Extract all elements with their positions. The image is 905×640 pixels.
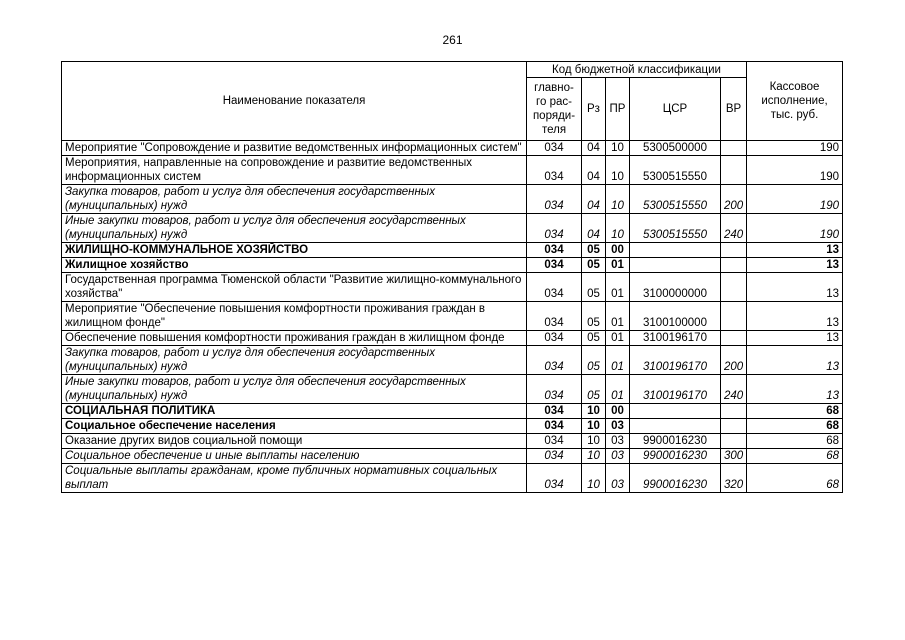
row-rz-code: 05 <box>582 331 606 346</box>
header-csr: ЦСР <box>630 78 721 141</box>
row-csr-code <box>630 404 721 419</box>
row-vr-code <box>721 273 747 302</box>
header-vr: ВР <box>721 78 747 141</box>
row-pr-code: 10 <box>606 156 630 185</box>
row-vr-code <box>721 404 747 419</box>
row-rz-code: 05 <box>582 375 606 404</box>
row-name: ЖИЛИЩНО-КОММУНАЛЬНОЕ ХОЗЯЙСТВО <box>62 243 527 258</box>
row-name: Социальные выплаты гражданам, кроме публичных нормативных социальных выплат <box>62 464 527 493</box>
row-pr-code: 10 <box>606 185 630 214</box>
row-vr-code: 320 <box>721 464 747 493</box>
row-amount: 13 <box>747 375 843 404</box>
row-name: Мероприятия, направленные на сопровождение и развитие ведомственных информационных систем <box>62 156 527 185</box>
row-name: Обеспечение повышения комфортности проживания граждан в жилищном фонде <box>62 331 527 346</box>
row-csr-code: 3100000000 <box>630 273 721 302</box>
row-csr-code <box>630 419 721 434</box>
row-csr-code: 3100100000 <box>630 302 721 331</box>
row-pr-code: 03 <box>606 449 630 464</box>
table-body <box>62 141 843 493</box>
row-rz-code: 05 <box>582 346 606 375</box>
row-csr-code: 9900016230 <box>630 464 721 493</box>
row-rz-code: 04 <box>582 214 606 243</box>
row-admin-code: 034 <box>527 375 582 404</box>
row-name: Иные закупки товаров, работ и услуг для обеспечения государственных (муниципальных) нужд <box>62 375 527 404</box>
row-rz-code: 10 <box>582 419 606 434</box>
row-csr-code: 5300500000 <box>630 141 721 156</box>
table-row <box>62 404 843 419</box>
page-number: 261 <box>442 33 463 47</box>
row-vr-code <box>721 331 747 346</box>
table-row <box>62 214 843 243</box>
row-pr-code: 01 <box>606 273 630 302</box>
row-admin-code: 034 <box>527 302 582 331</box>
row-amount: 68 <box>747 404 843 419</box>
row-vr-code <box>721 419 747 434</box>
row-admin-code: 034 <box>527 214 582 243</box>
row-amount: 68 <box>747 434 843 449</box>
row-rz-code: 05 <box>582 273 606 302</box>
row-amount: 13 <box>747 302 843 331</box>
row-vr-code: 200 <box>721 346 747 375</box>
table-row <box>62 273 843 302</box>
row-name: Мероприятие "Сопровождение и развитие ведомственных информационных систем" <box>62 141 527 156</box>
row-rz-code: 04 <box>582 156 606 185</box>
row-rz-code: 04 <box>582 185 606 214</box>
row-vr-code: 240 <box>721 375 747 404</box>
row-name: Закупка товаров, работ и услуг для обеспечения государственных (муниципальных) нужд <box>62 346 527 375</box>
table-row <box>62 434 843 449</box>
row-pr-code: 10 <box>606 214 630 243</box>
row-amount: 190 <box>747 141 843 156</box>
row-admin-code: 034 <box>527 449 582 464</box>
header-classification: Код бюджетной классификации <box>527 62 747 78</box>
row-name: Государственная программа Тюменской области "Развитие жилищно-коммунального хозяйства" <box>62 273 527 302</box>
row-admin-code: 034 <box>527 185 582 214</box>
table-row <box>62 419 843 434</box>
row-pr-code: 03 <box>606 464 630 493</box>
row-admin-code: 034 <box>527 331 582 346</box>
table-row <box>62 243 843 258</box>
row-pr-code: 01 <box>606 302 630 331</box>
row-name: Жилищное хозяйство <box>62 258 527 273</box>
row-vr-code <box>721 243 747 258</box>
table-row <box>62 258 843 273</box>
row-vr-code: 240 <box>721 214 747 243</box>
row-rz-code: 04 <box>582 141 606 156</box>
row-amount: 190 <box>747 185 843 214</box>
row-rz-code: 10 <box>582 464 606 493</box>
row-name: Закупка товаров, работ и услуг для обеспечения государственных (муниципальных) нужд <box>62 185 527 214</box>
row-csr-code: 9900016230 <box>630 449 721 464</box>
row-amount: 13 <box>747 346 843 375</box>
row-pr-code: 01 <box>606 331 630 346</box>
row-amount: 68 <box>747 419 843 434</box>
row-amount: 13 <box>747 258 843 273</box>
row-name: Иные закупки товаров, работ и услуг для обеспечения государственных (муниципальных) нужд <box>62 214 527 243</box>
row-pr-code: 01 <box>606 375 630 404</box>
row-rz-code: 10 <box>582 449 606 464</box>
row-pr-code: 10 <box>606 141 630 156</box>
row-admin-code: 034 <box>527 434 582 449</box>
row-admin-code: 034 <box>527 346 582 375</box>
row-pr-code: 00 <box>606 404 630 419</box>
row-vr-code <box>721 156 747 185</box>
header-pr: ПР <box>606 78 630 141</box>
row-admin-code: 034 <box>527 156 582 185</box>
row-csr-code: 5300515550 <box>630 185 721 214</box>
header-rz: Рз <box>582 78 606 141</box>
budget-execution-table <box>61 61 843 493</box>
row-vr-code: 200 <box>721 185 747 214</box>
row-admin-code: 034 <box>527 243 582 258</box>
row-csr-code: 5300515550 <box>630 214 721 243</box>
row-amount: 68 <box>747 449 843 464</box>
row-csr-code: 3100196170 <box>630 346 721 375</box>
row-csr-code: 5300515550 <box>630 156 721 185</box>
row-amount: 13 <box>747 243 843 258</box>
table-row <box>62 302 843 331</box>
row-admin-code: 034 <box>527 258 582 273</box>
table-row <box>62 375 843 404</box>
row-amount: 190 <box>747 214 843 243</box>
row-admin-code: 034 <box>527 141 582 156</box>
row-csr-code <box>630 258 721 273</box>
row-csr-code <box>630 243 721 258</box>
row-amount: 13 <box>747 331 843 346</box>
row-admin-code: 034 <box>527 404 582 419</box>
row-amount: 68 <box>747 464 843 493</box>
row-vr-code <box>721 141 747 156</box>
table-row <box>62 185 843 214</box>
header-amount: Кассовое исполнение, тыс. руб. <box>747 62 843 141</box>
row-vr-code <box>721 258 747 273</box>
row-name: Социальное обеспечение населения <box>62 419 527 434</box>
table-row <box>62 449 843 464</box>
row-admin-code: 034 <box>527 273 582 302</box>
row-amount: 190 <box>747 156 843 185</box>
row-name: Социальное обеспечение и иные выплаты населению <box>62 449 527 464</box>
row-csr-code: 3100196170 <box>630 375 721 404</box>
row-name: Мероприятие "Обеспечение повышения комфортности проживания граждан в жилищном фонде" <box>62 302 527 331</box>
row-pr-code: 00 <box>606 243 630 258</box>
header-name: Наименование показателя <box>62 62 527 141</box>
row-rz-code: 10 <box>582 434 606 449</box>
row-admin-code: 034 <box>527 419 582 434</box>
row-vr-code: 300 <box>721 449 747 464</box>
row-amount: 13 <box>747 273 843 302</box>
row-rz-code: 05 <box>582 258 606 273</box>
table-row <box>62 464 843 493</box>
table-row <box>62 141 843 156</box>
header-admin: главно-го рас-поряди-теля <box>527 78 582 141</box>
table-row <box>62 346 843 375</box>
row-pr-code: 03 <box>606 434 630 449</box>
row-name: Оказание других видов социальной помощи <box>62 434 527 449</box>
row-admin-code: 034 <box>527 464 582 493</box>
row-csr-code: 9900016230 <box>630 434 721 449</box>
row-name: СОЦИАЛЬНАЯ ПОЛИТИКА <box>62 404 527 419</box>
row-vr-code <box>721 434 747 449</box>
row-rz-code: 10 <box>582 404 606 419</box>
row-csr-code: 3100196170 <box>630 331 721 346</box>
row-rz-code: 05 <box>582 302 606 331</box>
row-vr-code <box>721 302 747 331</box>
table-row <box>62 156 843 185</box>
row-pr-code: 01 <box>606 258 630 273</box>
row-pr-code: 01 <box>606 346 630 375</box>
table-row <box>62 331 843 346</box>
row-pr-code: 03 <box>606 419 630 434</box>
row-rz-code: 05 <box>582 243 606 258</box>
